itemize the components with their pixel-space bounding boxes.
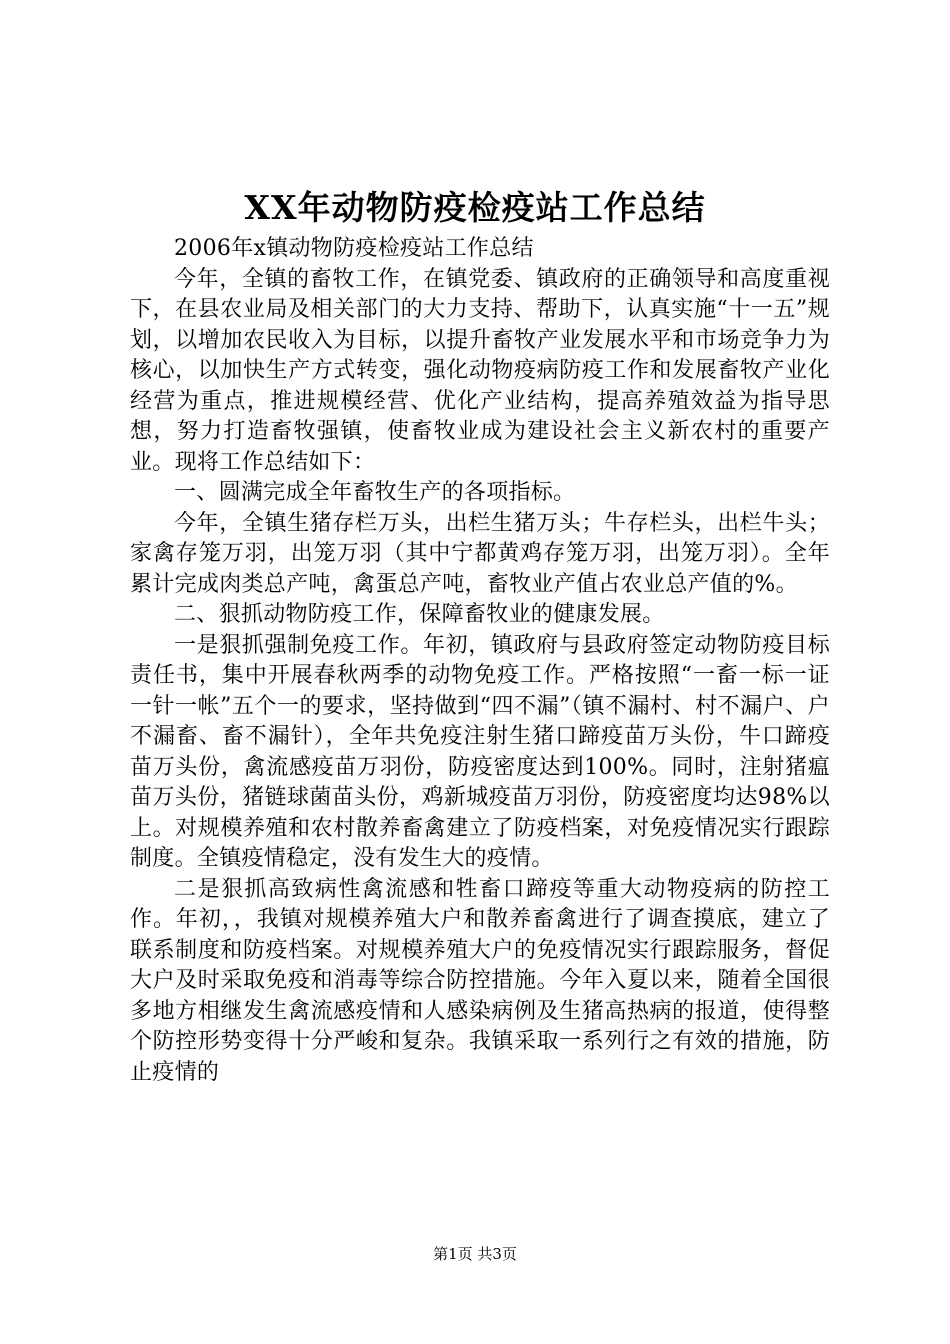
paragraph-immunization: 一是狠抓强制免疫工作。年初，镇政府与县政府签定动物防疫目标责任书，集中开展春秋两季的动物免疫工作。严格按照“一畜一标一证一针一帐”五个一的要求，坚持做到“四不漏”（镇不漏村、村不漏户、户不漏畜、畜不漏针），全年共免疫注射生猪口蹄疫苗万头份，牛口蹄疫苗万头份，禽流感疫苗万羽份，防疫密度达到100%。同时，注射猪瘟苗万头份，猪链球菌苗头份，鸡新城疫苗万羽份，防疫密度均达98%以上。对规模养殖和农村散养畜禽建立了防疫档案，对免疫情况实行跟踪制度。全镇疫情稳定，没有发生大的疫情。 bbox=[130, 632, 830, 871]
paragraph-intro: 今年，全镇的畜牧工作，在镇党委、镇政府的正确领导和高度重视下，在县农业局及相关部门的大力支持、帮助下，认真实施“十一五”规划，以增加农民收入为目标，以提升畜牧产业发展水平和市场竞争力为核心，以加快生产方式转变，强化动物疫病防疫工作和发展畜牧产业化经营为重点，推进规模经营、优化产业结构，提高养殖效益为指导思想，努力打造畜牧强镇，使畜牧业成为建设社会主义新农村的重要产业。现将工作总结如下： bbox=[130, 266, 830, 475]
section-heading-2: 二、狠抓动物防疫工作，保障畜牧业的健康发展。 bbox=[174, 602, 665, 627]
document-body bbox=[130, 234, 830, 1088]
page-number: 第1页 共3页 bbox=[433, 1245, 517, 1263]
document-subtitle: 2006年x镇动物防疫检疫站工作总结 bbox=[174, 236, 534, 261]
paragraph-production: 今年，全镇生猪存栏万头，出栏生猪万头；牛存栏头，出栏牛头；家禽存笼万羽，出笼万羽（其中宁都黄鸡存笼万羽，出笼万羽）。全年累计完成肉类总产吨，禽蛋总产吨，畜牧业产值占农业总产值的%。 bbox=[130, 510, 830, 597]
section-heading-1: 一、圆满完成全年畜牧生产的各项指标。 bbox=[174, 480, 576, 505]
document-title: XX年动物防疫检疫站工作总结 bbox=[244, 188, 706, 227]
paragraph-disease-control: 二是狠抓高致病性禽流感和牲畜口蹄疫等重大动物疫病的防控工作。年初，，我镇对规模养殖大户和散养畜禽进行了调查摸底，建立了联系制度和防疫档案。对规模养殖大户的免疫情况实行跟踪服务，督促大户及时采取免疫和消毒等综合防控措施。今年入夏以来，随着全国很多地方相继发生禽流感疫情和人感染病例及生猪高热病的报道，使得整个防控形势变得十分严峻和复杂。我镇采取一系列行之有效的措施，防止疫情的 bbox=[130, 876, 830, 1085]
